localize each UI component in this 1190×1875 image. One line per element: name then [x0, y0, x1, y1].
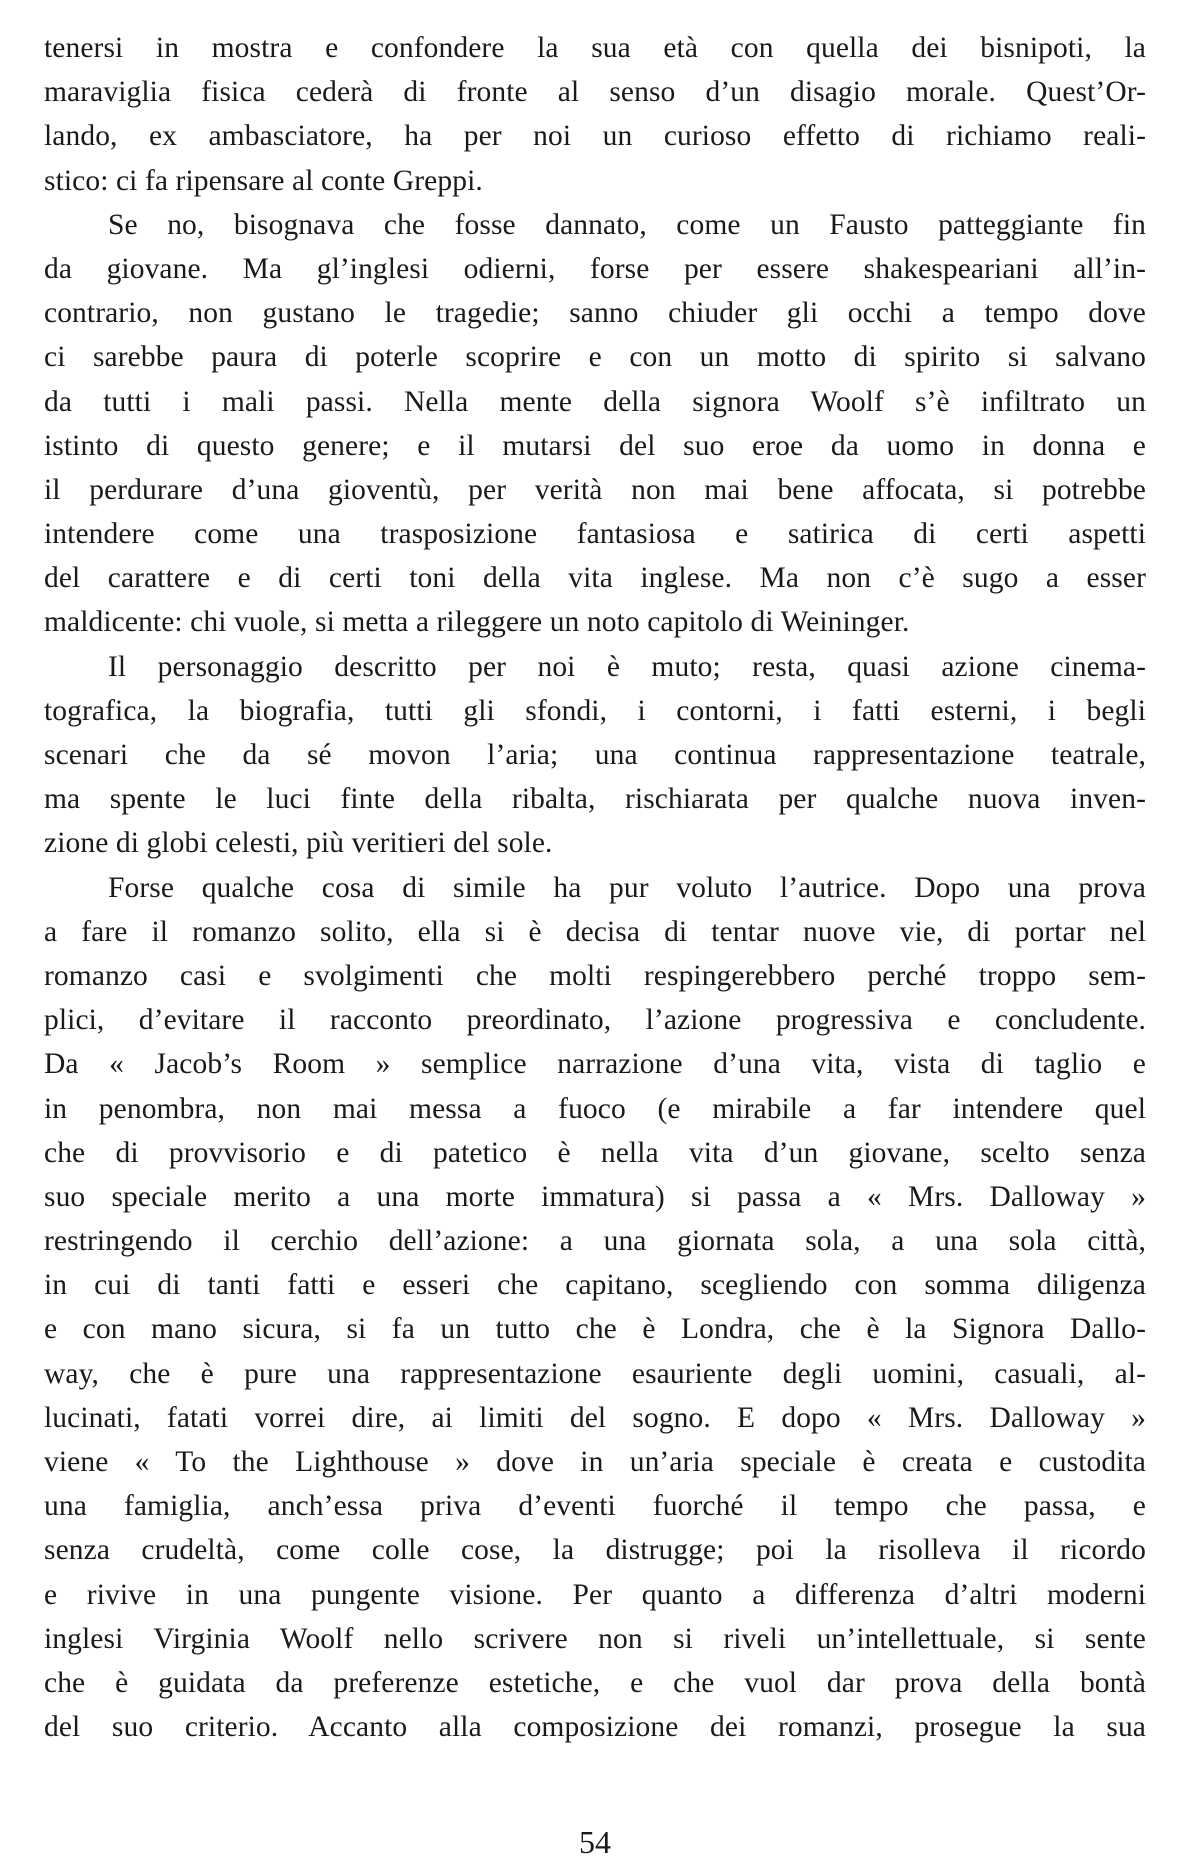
paragraph [44, 26, 1146, 203]
text-line: stico: ci fa ripensare al conte Greppi. [44, 164, 483, 197]
text-line: intendere come una trasposizione fantasiosa e satirica di certi aspetti [44, 518, 1146, 551]
text-line: inglesi Virginia Woolf nello scrivere non si riveli un’intellettuale, si sente [44, 1622, 1146, 1655]
text-line: una famiglia, anch’essa priva d’eventi fuorché il tempo che passa, e [44, 1490, 1146, 1523]
text-line: e con mano sicura, si fa un tutto che è Londra, che è la Signora Dallo- [44, 1313, 1146, 1346]
text-line: scenari che da sé movon l’aria; una continua rappresentazione teatrale, [44, 739, 1146, 771]
paragraph [44, 203, 1146, 645]
text-line: contrario, non gustano le tragedie; sanno chiuder gli occhi a tempo dove [44, 297, 1146, 330]
text-line: tenersi in mostra e confondere la sua età con quella dei bisnipoti, la [44, 32, 1146, 64]
text-line: da tutti i mali passi. Nella mente della signora Woolf s’è infiltrato un [44, 385, 1146, 418]
text-line: ma spente le luci finte della ribalta, rischiarata per qualche nuova inven- [44, 783, 1146, 816]
text-line: che è guidata da preferenze estetiche, e che vuol dar prova della bontà [44, 1666, 1146, 1699]
paragraph [44, 866, 1146, 1750]
text-line: lucinati, fatati vorrei dire, ai limiti del sogno. E dopo « Mrs. Dalloway » [44, 1401, 1146, 1434]
page-body [44, 26, 1146, 1749]
text-line: maldicente: chi vuole, si metta a rileggere un noto capitolo di Weininger. [44, 606, 910, 639]
text-line: Se no, bisognava che fosse dannato, come un Fausto patteggiante fin [108, 208, 1146, 241]
text-line: da giovane. Ma gl’inglesi odierni, forse per essere shakespeariani all’in- [44, 252, 1146, 285]
text-line: senza crudeltà, come colle cose, la distrugge; poi la risolleva il ricordo [44, 1534, 1146, 1567]
text-line: viene « To the Lighthouse » dove in un’aria speciale è creata e custodita [44, 1446, 1146, 1478]
paragraph [44, 645, 1146, 866]
text-line: e rivive in una pungente visione. Per quanto a differenza d’altri moderni [44, 1578, 1146, 1611]
text-line: il perdurare d’una gioventù, per verità non mai bene affocata, si potrebbe [44, 473, 1146, 506]
text-line: istinto di questo genere; e il mutarsi del suo eroe da uomo in donna e [44, 429, 1146, 462]
text-line: Da « Jacob’s Room » semplice narrazione d’una vita, vista di taglio e [44, 1048, 1146, 1081]
page-number: 54 [579, 1824, 611, 1860]
text-line: way, che è pure una rappresentazione esauriente degli uomini, casuali, al- [44, 1357, 1146, 1390]
text-line: ci sarebbe paura di poterle scoprire e con un motto di spirito si salvano [44, 341, 1146, 374]
text-line: zione di globi celesti, più veritieri del sole. [44, 827, 553, 860]
text-line: in cui di tanti fatti e esseri che capitano, scegliendo con somma diligenza [44, 1269, 1146, 1302]
text-line: Il personaggio descritto per noi è muto; resta, quasi azione cinema- [108, 650, 1146, 683]
text-line: a fare il romanzo solito, ella si è decisa di tentar nuove vie, di portar nel [44, 915, 1146, 948]
text-line: tografica, la biografia, tutti gli sfondi, i contorni, i fatti esterni, i begli [44, 694, 1146, 727]
text-line: lando, ex ambasciatore, ha per noi un curioso effetto di richiamo reali- [44, 120, 1146, 153]
text-line: romanzo casi e svolgimenti che molti respingerebbero perché troppo sem- [44, 959, 1146, 992]
text-line: del suo criterio. Accanto alla composizione dei romanzi, prosegue la sua [44, 1711, 1146, 1744]
text-line: in penombra, non mai messa a fuoco (e mirabile a far intendere quel [44, 1092, 1146, 1125]
text-line: suo speciale merito a una morte immatura) si passa a « Mrs. Dalloway » [44, 1180, 1146, 1213]
text-line: Forse qualche cosa di simile ha pur voluto l’autrice. Dopo una prova [108, 871, 1146, 904]
text-line: plici, d’evitare il racconto preordinato, l’azione progressiva e concludente. [44, 1004, 1146, 1037]
text-line: che di provvisorio e di patetico è nella vita d’un giovane, scelto senza [44, 1136, 1146, 1169]
text-line: restringendo il cerchio dell’azione: a una giornata sola, a una sola città, [44, 1225, 1146, 1258]
text-line: maraviglia fisica cederà di fronte al senso d’un disagio morale. Quest’Or- [44, 76, 1146, 109]
text-line: del carattere e di certi toni della vita inglese. Ma non c’è sugo a esser [44, 562, 1146, 595]
